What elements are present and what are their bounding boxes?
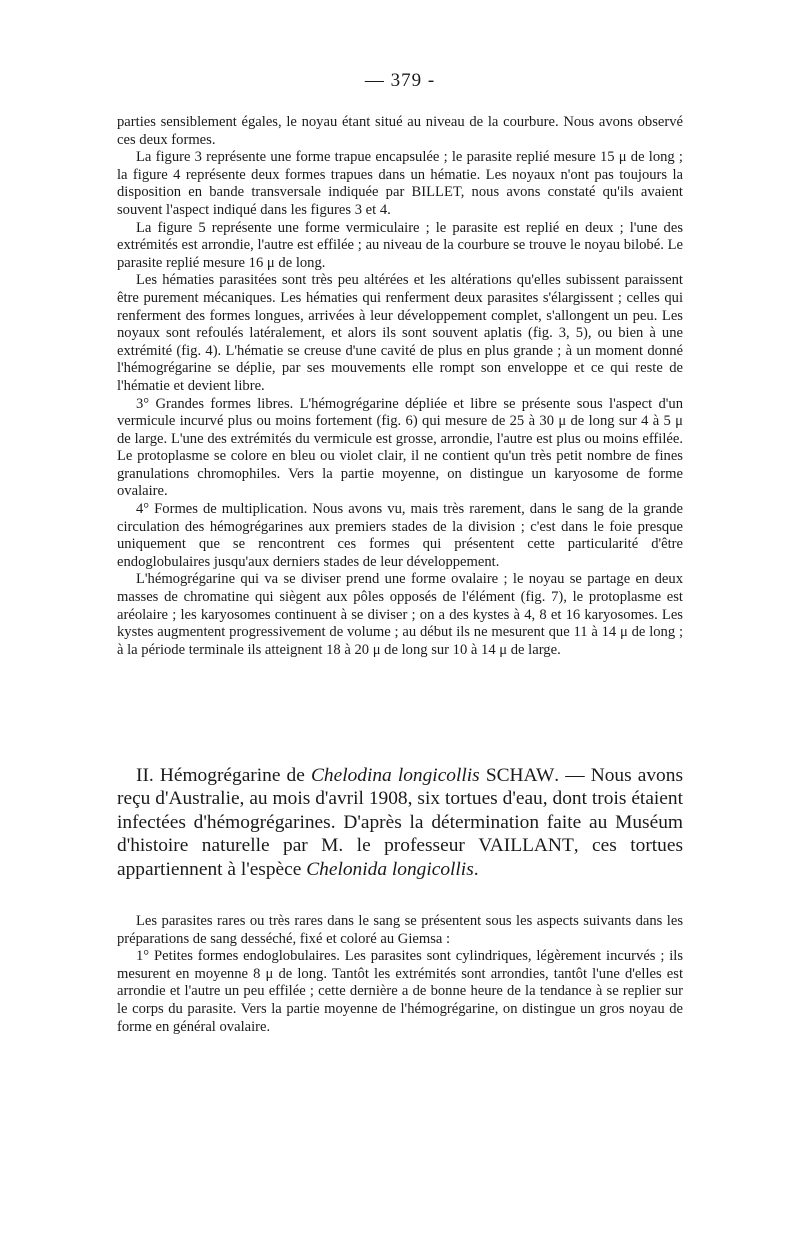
paragraph: La figure 3 représente une forme trapue encapsulée ; le parasite replié mesure 15 μ de long ; la figure 4 représente deux formes trapues dans un hématie. Les noyaux n'ont pas toujours la disposition en bande transversale indiquée par BILLET, nous avons constaté qu'ils avaient souvent l'aspect indiqué dans les figures 3 et 4.: [117, 149, 683, 218]
paragraph: 1° Petites formes endoglobulaires. Les parasites sont cylindriques, légèrement incurvés ; ils mesurent en moyenne 8 μ de long. Tantôt les extrémités sont arrondies, tantôt l'une d'elles est arrondie et l'autre un peu effilée ; cette dernière a de bonne heure de la tendance à se replier sur le corps du parasite. Vers la partie moyenne de l'hémogrégarine, on distingue un gros noyau de forme en général ovalaire.: [117, 948, 683, 1035]
person-name: VAILLANT: [478, 835, 574, 857]
paragraph: 4° Formes de multiplication. Nous avons vu, mais très rarement, dans le sang de la grande circulation des hémogrégarines aux premiers stades de la division ; c'est dans le foie presque uniquement que se rencontrent ces formes qui présentent cette particularité d'être endoglobulaires jusqu'aux derniers stades de leur développement.: [117, 501, 683, 570]
section-ii-prefix: II. Hémogrégarine de: [136, 765, 311, 786]
species-name: Chelodina longicollis: [310, 765, 480, 786]
section-ii-paragraph: [117, 764, 683, 881]
paragraph: Les parasites rares ou très rares dans le sang se présentent sous les aspects suivants dans les préparations de sang desséché, fixé et coloré au Giemsa :: [117, 913, 683, 947]
species-name-2: Chelonida longicollis: [306, 858, 474, 880]
page-number: — 379 -: [364, 70, 436, 91]
paragraph: La figure 5 représente une forme vermiculaire ; le parasite est replié en deux ; l'une des extrémités est arrondie, l'autre est effilée ; au niveau de la courbure se trouve le noyau bilobé. Le parasite replié mesure 16 μ de long.: [117, 219, 683, 271]
section-ii-body: . — Nous avons reçu d'Australie, au mois d'avril 1908, six tortues d'eau, dont trois étaient infectées d'hémogrégarines. D'après la détermination faite au Muséum d'histoire naturelle par M. le professeur: [117, 765, 683, 857]
paragraph: 3° Grandes formes libres. L'hémogrégarine dépliée et libre se présente sous l'aspect d'un vermicule incurvé plus ou moins fortement (fig. 6) qui mesure de 25 à 30 μ de long sur 4 à 5 μ de large. L'une des extrémités du vermicule est grosse, arrondie, l'autre est plus ou moins effilée. Le protoplasme se colore en bleu ou violet clair, il ne contient qu'un très petit nombre de fines granulations chromophiles. Vers la partie moyenne, on distingue un karyosome de forme ovalaire.: [117, 395, 683, 500]
paragraph: parties sensiblement égales, le noyau étant situé au niveau de la courbure. Nous avons observé ces deux formes.: [117, 114, 683, 148]
section-ii-end: .: [473, 858, 479, 880]
paragraph: Les hématies parasitées sont très peu altérées et les altérations qu'elles subissent paraissent être purement mécaniques. Les hématies qui renferment deux parasites s'élargissent ; celles qui renferment des formes longues, arrivées à leur développement complet, s'allongent un peu. Les noyaux sont refoulés latéralement, et alors ils sont souvent aplatis (fig. 3, 5), ou bien à une extrémité (fig. 4). L'hématie se creuse d'une cavité de plus en plus grande ; à un moment donné l'hémogrégarine se déplie, par ses mouvements elle rompt son enveloppe et ce qui reste de l'hématie et devient libre.: [117, 272, 683, 394]
paragraph: L'hémogrégarine qui va se diviser prend une forme ovalaire ; le noyau se partage en deux masses de chromatine qui siègent aux pôles opposés de l'élément (fig. 7), le protoplasme est aréolaire ; les karyosomes continuent à se diviser ; on a des kystes à 4, 8 et 16 karyosomes. Les kystes augmentent progressivement de volume ; au début ils ne mesurent que 11 à 14 μ de long ; à la période terminale ils atteignent 18 à 20 μ de long sur 10 à 14 μ de large.: [117, 571, 683, 658]
author-name: SCHAW: [485, 765, 555, 786]
bottom-text-block: [117, 913, 683, 1036]
section-ii-body2: , ces tortues appartiennent à l'espèce: [117, 835, 684, 880]
section-ii-heading-paragraph: [117, 764, 683, 881]
top-text-block: [117, 114, 683, 659]
